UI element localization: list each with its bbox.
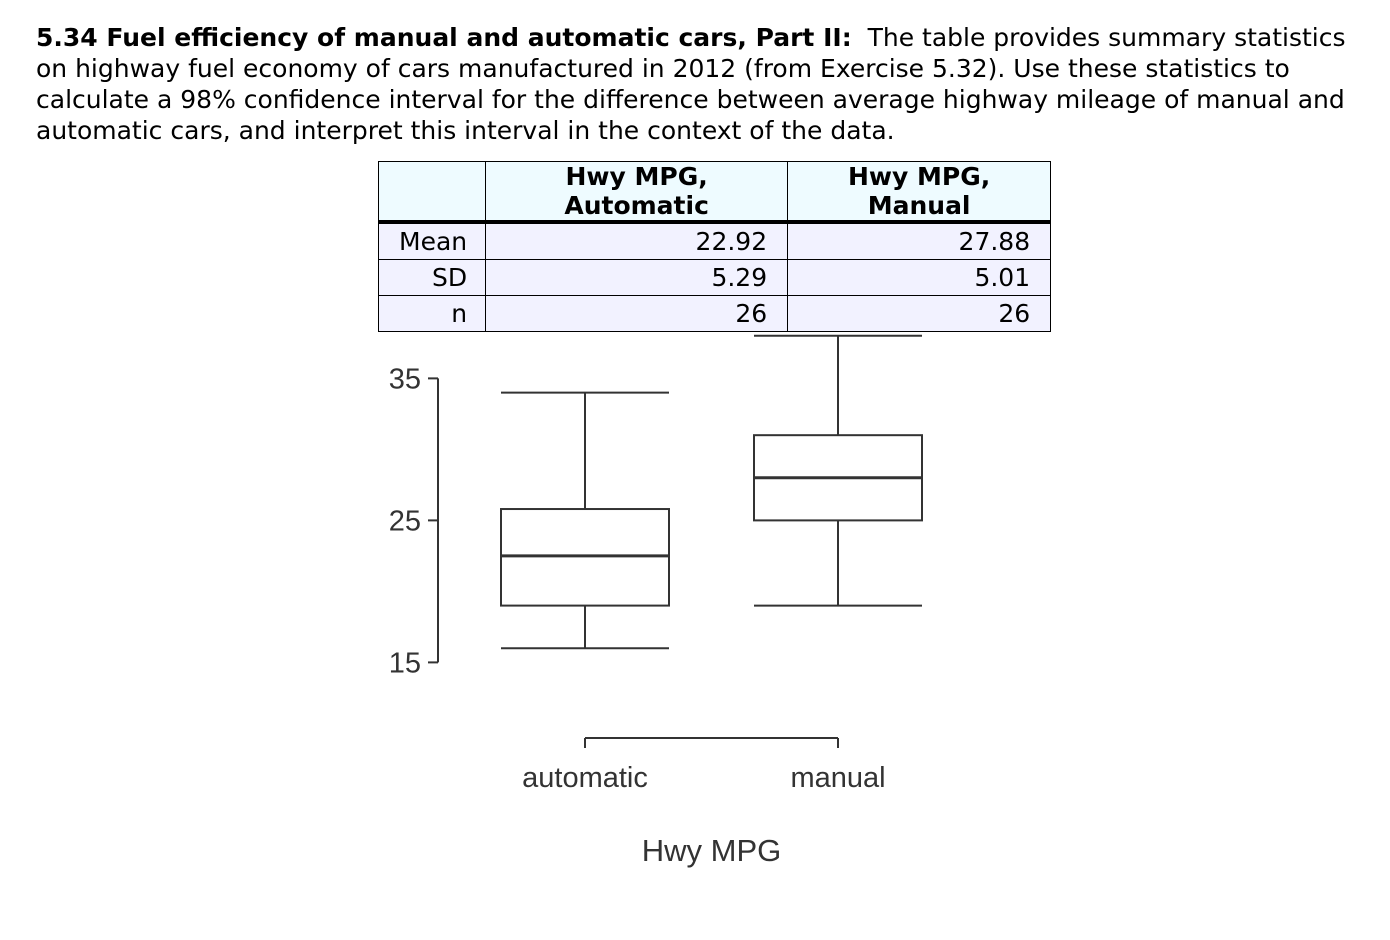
y-tick-label-15: 15 — [388, 647, 421, 680]
problem-body: The table provides summary statistics on highway fuel economy of cars manufactured in 2012 (from Exercise 5.32). Use these statistics to calculate a 98% confidence interval for the difference between average highway mileage of manual and automatic cars, and interpret this interval in the context of the data. — [36, 23, 1346, 145]
y-tick-label-35: 35 — [388, 363, 421, 396]
x-axis-title: Hwy MPG — [641, 833, 782, 868]
n-automatic: 26 — [486, 296, 788, 332]
row-label-sd: SD — [379, 260, 486, 296]
header-manual: Hwy MPG, Manual — [788, 162, 1051, 223]
y-tick-label-25: 25 — [388, 505, 421, 538]
header-automatic: Hwy MPG, Automatic — [486, 162, 788, 223]
sd-manual: 5.01 — [788, 260, 1051, 296]
problem-number-title: 5.34 Fuel efficiency of manual and automatic cars, Part II: — [36, 23, 852, 52]
mean-manual: 27.88 — [788, 222, 1051, 260]
sd-automatic: 5.29 — [486, 260, 788, 296]
row-label-n: n — [379, 296, 486, 332]
x-tick-label-manual: manual — [790, 762, 886, 794]
x-tick-label-automatic: automatic — [522, 762, 648, 794]
row-label-mean: Mean — [379, 222, 486, 260]
mean-automatic: 22.92 — [486, 222, 788, 260]
n-manual: 26 — [788, 296, 1051, 332]
